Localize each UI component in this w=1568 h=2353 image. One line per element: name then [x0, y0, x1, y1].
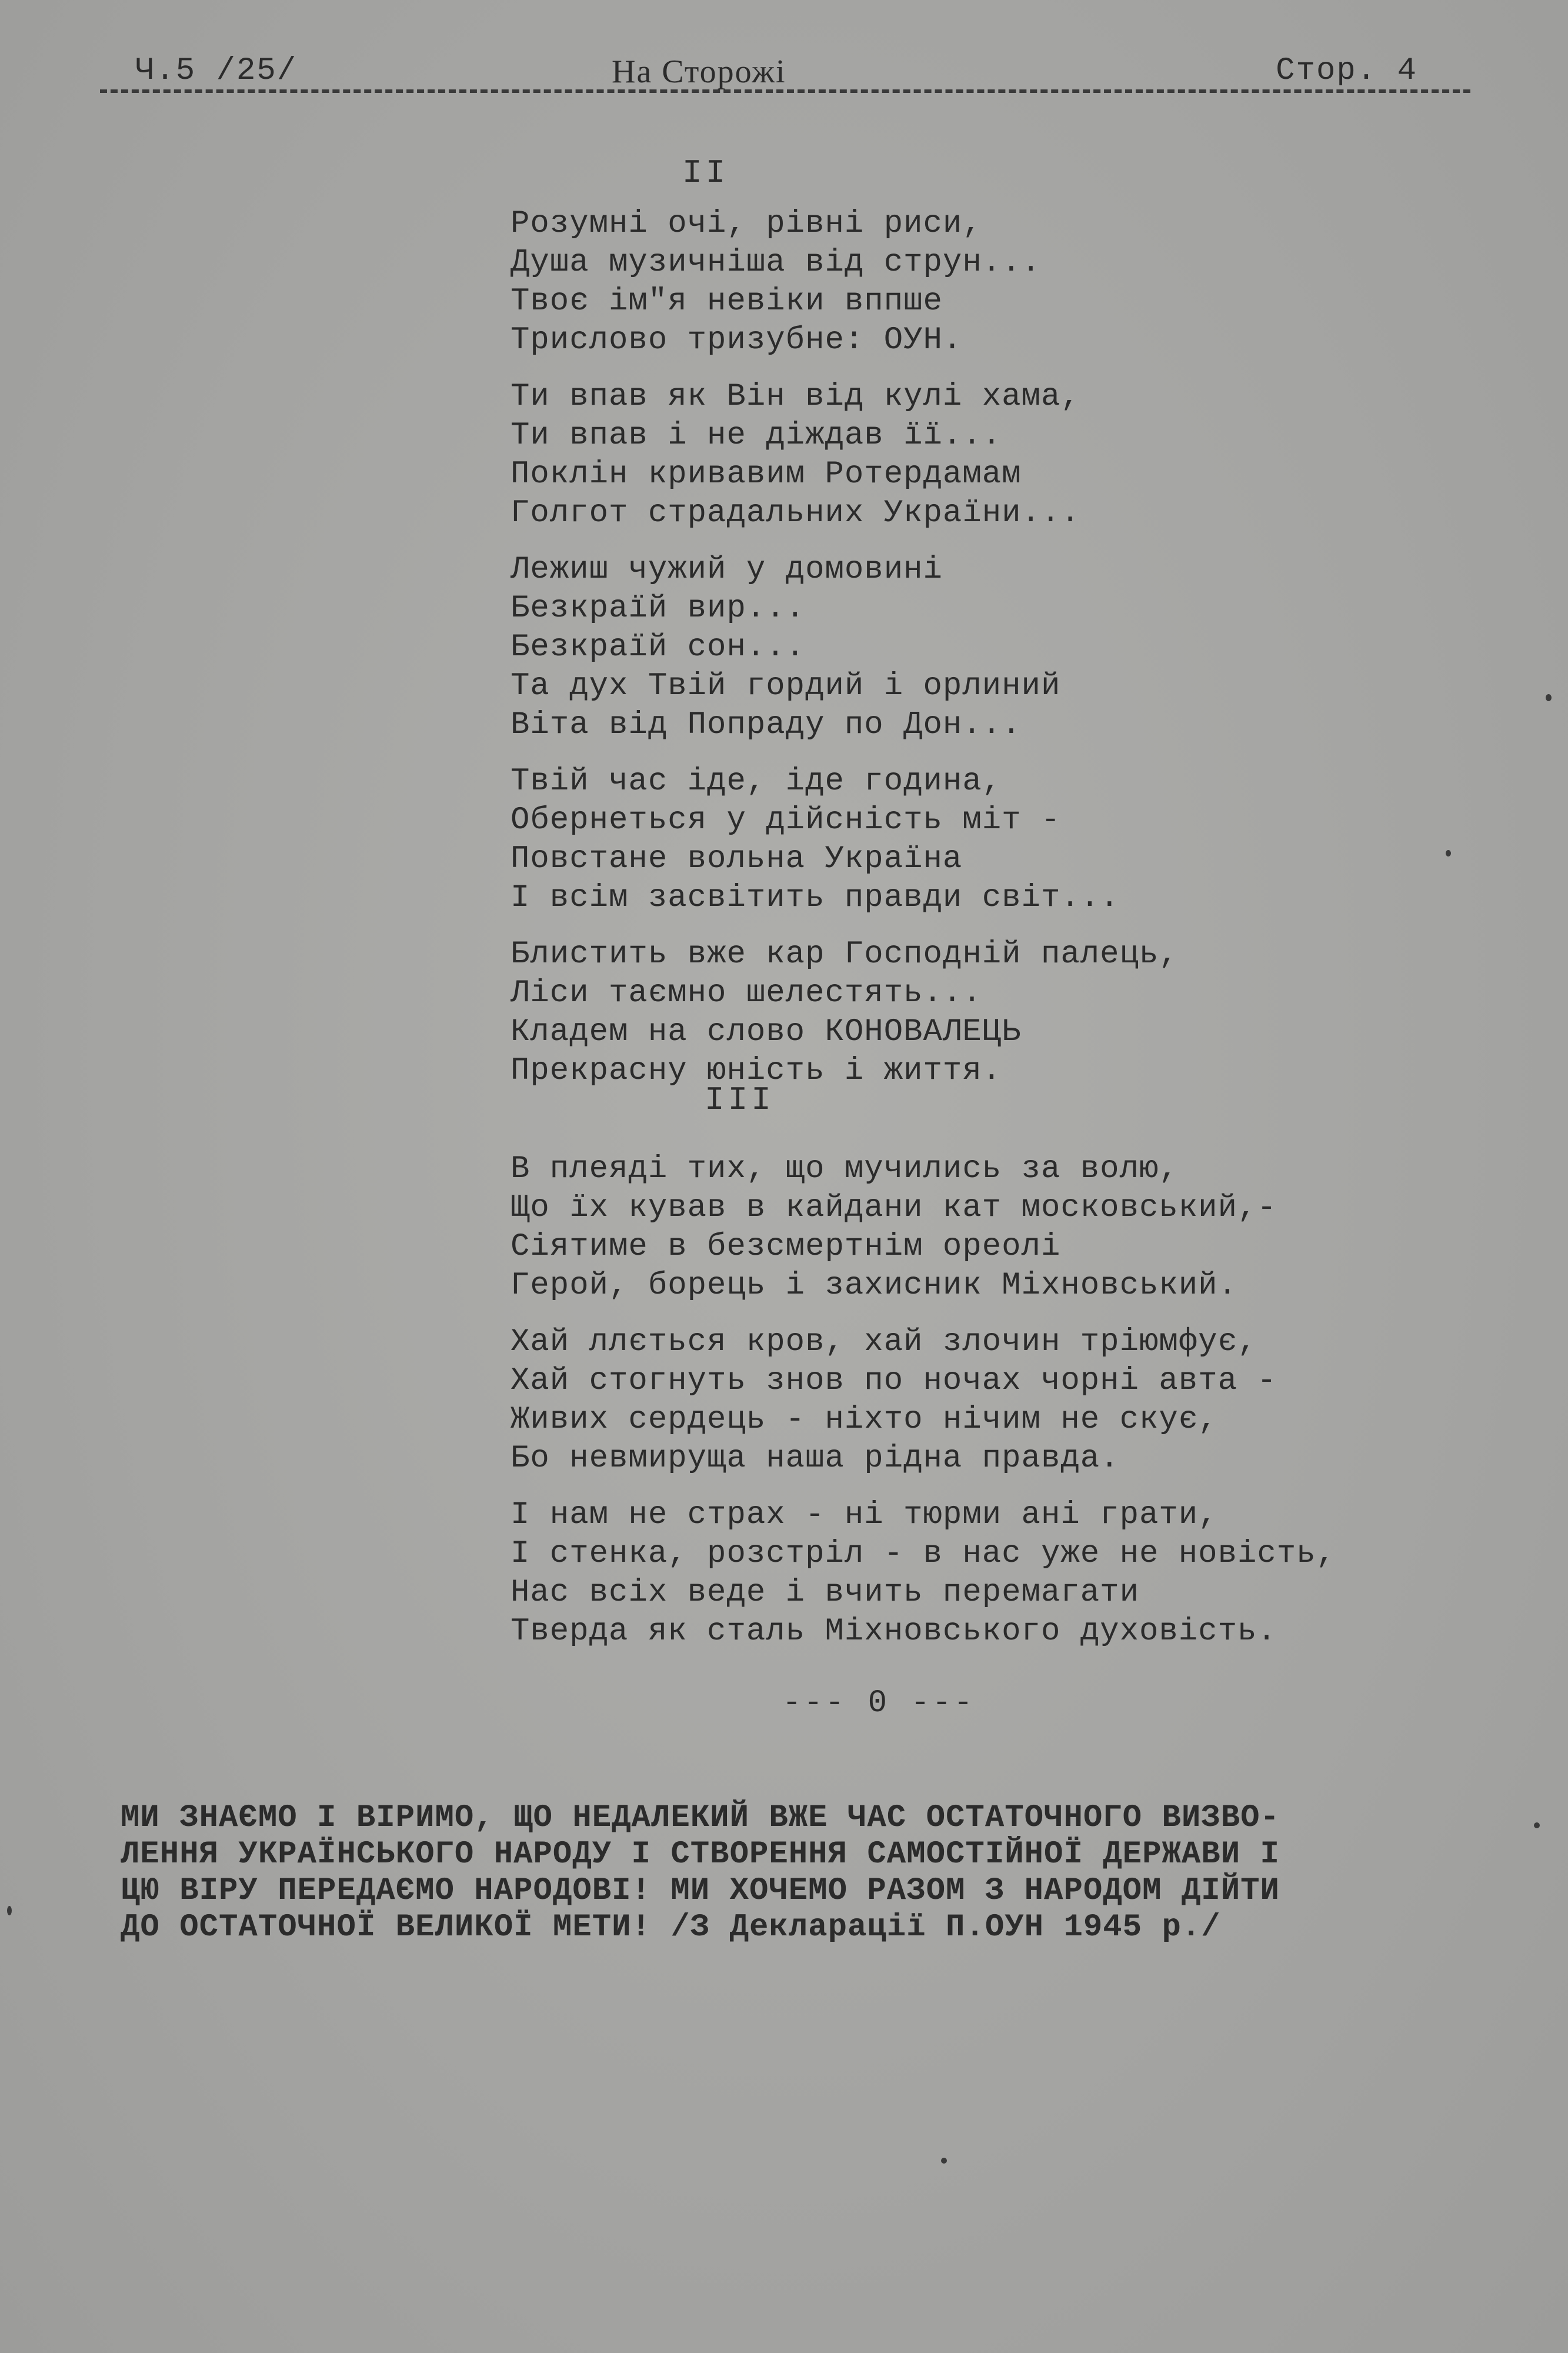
poem-section-3 [511, 1150, 1452, 1669]
stanza [511, 1150, 1452, 1305]
verse-line: Трислово тризубне: ОУН. [511, 322, 963, 358]
publication-title: На Сторожі [612, 54, 786, 90]
verse-line: Віта від Попраду по Дон... [511, 707, 1022, 743]
section-number-2: II [682, 154, 729, 192]
section-number-3: III [705, 1081, 775, 1119]
verse-line: Поклін кривавим Ротердамам [511, 456, 1022, 492]
header-dashed-rule [100, 89, 1470, 93]
verse-line: Душа музичніша від струн... [511, 245, 1041, 281]
stanza [511, 762, 1452, 918]
scan-speck [941, 2158, 947, 2164]
scan-speck [1446, 850, 1451, 856]
poem-section-2 [511, 205, 1452, 1108]
verse-line: Твій час іде, іде година, [511, 764, 1002, 799]
verse-line: Повстане вольна Україна [511, 841, 963, 877]
verse-line: Тверда як сталь Міхновського духовість. [511, 1614, 1277, 1649]
verse-line: Хай стогнуть знов по ночах чорні авта - [511, 1363, 1277, 1399]
page-header [100, 41, 1470, 100]
declaration-quote [121, 1800, 1473, 1946]
verse-line: І стенка, розстріл - в нас уже не новість, [511, 1536, 1336, 1572]
verse-line: І всім засвітить правди світ... [511, 880, 1120, 916]
verse-line: Безкраїй вир... [511, 591, 806, 626]
verse-line: Та дух Твій гордий і орлиний [511, 668, 1061, 704]
scan-speck [1534, 1822, 1540, 1828]
declaration-line: ЛЕННЯ УКРАЇНСЬКОГО НАРОДУ І СТВОРЕННЯ САМОСТІЙНОЇ ДЕРЖАВИ І [121, 1837, 1280, 1872]
stanza [511, 551, 1452, 745]
stanza [511, 1496, 1452, 1651]
declaration-line: ДО ОСТАТОЧНОЇ ВЕЛИКОЇ МЕТИ! /З Декларації П.ОУН 1945 р./ [121, 1909, 1221, 1945]
scan-speck [1546, 694, 1552, 701]
verse-line: Герой, борець і захисник Міхновський. [511, 1268, 1237, 1304]
verse-line: Лежиш чужий у домовині [511, 552, 943, 588]
verse-line: Обернеться у дійсність міт - [511, 802, 1061, 838]
verse-line: Живих сердець - ніхто нічим не скує, [511, 1402, 1218, 1438]
verse-line: Що їх кував в кайдани кат московський,- [511, 1190, 1277, 1226]
scan-speck [7, 1906, 12, 1915]
declaration-line: МИ ЗНАЄМО І ВІРИМО, ЩО НЕДАЛЕКИЙ ВЖЕ ЧАС ОСТАТОЧНОГО ВИЗВО- [121, 1800, 1280, 1836]
stanza [511, 1323, 1452, 1478]
verse-line: Розумні очі, рівні риси, [511, 206, 982, 242]
stanza [511, 378, 1452, 533]
verse-line: В плеяді тих, що мучились за волю, [511, 1151, 1179, 1187]
verse-line: Голгот страдальних України... [511, 495, 1080, 531]
verse-line: Сіятиме в безсмертнім ореолі [511, 1229, 1061, 1265]
page-number: Стор. 4 [1276, 53, 1417, 89]
verse-line: І нам не страх - ні тюрми ані грати, [511, 1497, 1218, 1533]
stanza [511, 205, 1452, 360]
verse-line: Твоє ім"я невіки вппше [511, 284, 943, 319]
declaration-line: ЦЮ ВІРУ ПЕРЕДАЄМО НАРОДОВІ! МИ ХОЧЕМО РАЗОМ З НАРОДОМ ДІЙТИ [121, 1873, 1280, 1909]
section-divider: --- 0 --- [782, 1685, 975, 1721]
verse-line: Кладем на слово КОНОВАЛЕЦЬ [511, 1014, 1022, 1050]
verse-line: Блистить вже кар Господній палець, [511, 936, 1179, 972]
verse-line: Ліси таємно шелестять... [511, 975, 982, 1011]
stanza [511, 935, 1452, 1091]
issue-number: Ч.5 /25/ [135, 53, 298, 89]
verse-line: Безкраїй сон... [511, 629, 806, 665]
verse-line: Хай ллється кров, хай злочин тріюмфує, [511, 1324, 1257, 1360]
verse-line: Нас всіх веде і вчить перемагати [511, 1575, 1139, 1611]
verse-line: Бо невмируща наша рідна правда. [511, 1441, 1120, 1477]
verse-line: Ти впав і не діждав її... [511, 418, 1002, 454]
verse-line: Ти впав як Він від кулі хама, [511, 379, 1080, 415]
verse-line: Прекрасну юність і життя. [511, 1053, 1002, 1089]
